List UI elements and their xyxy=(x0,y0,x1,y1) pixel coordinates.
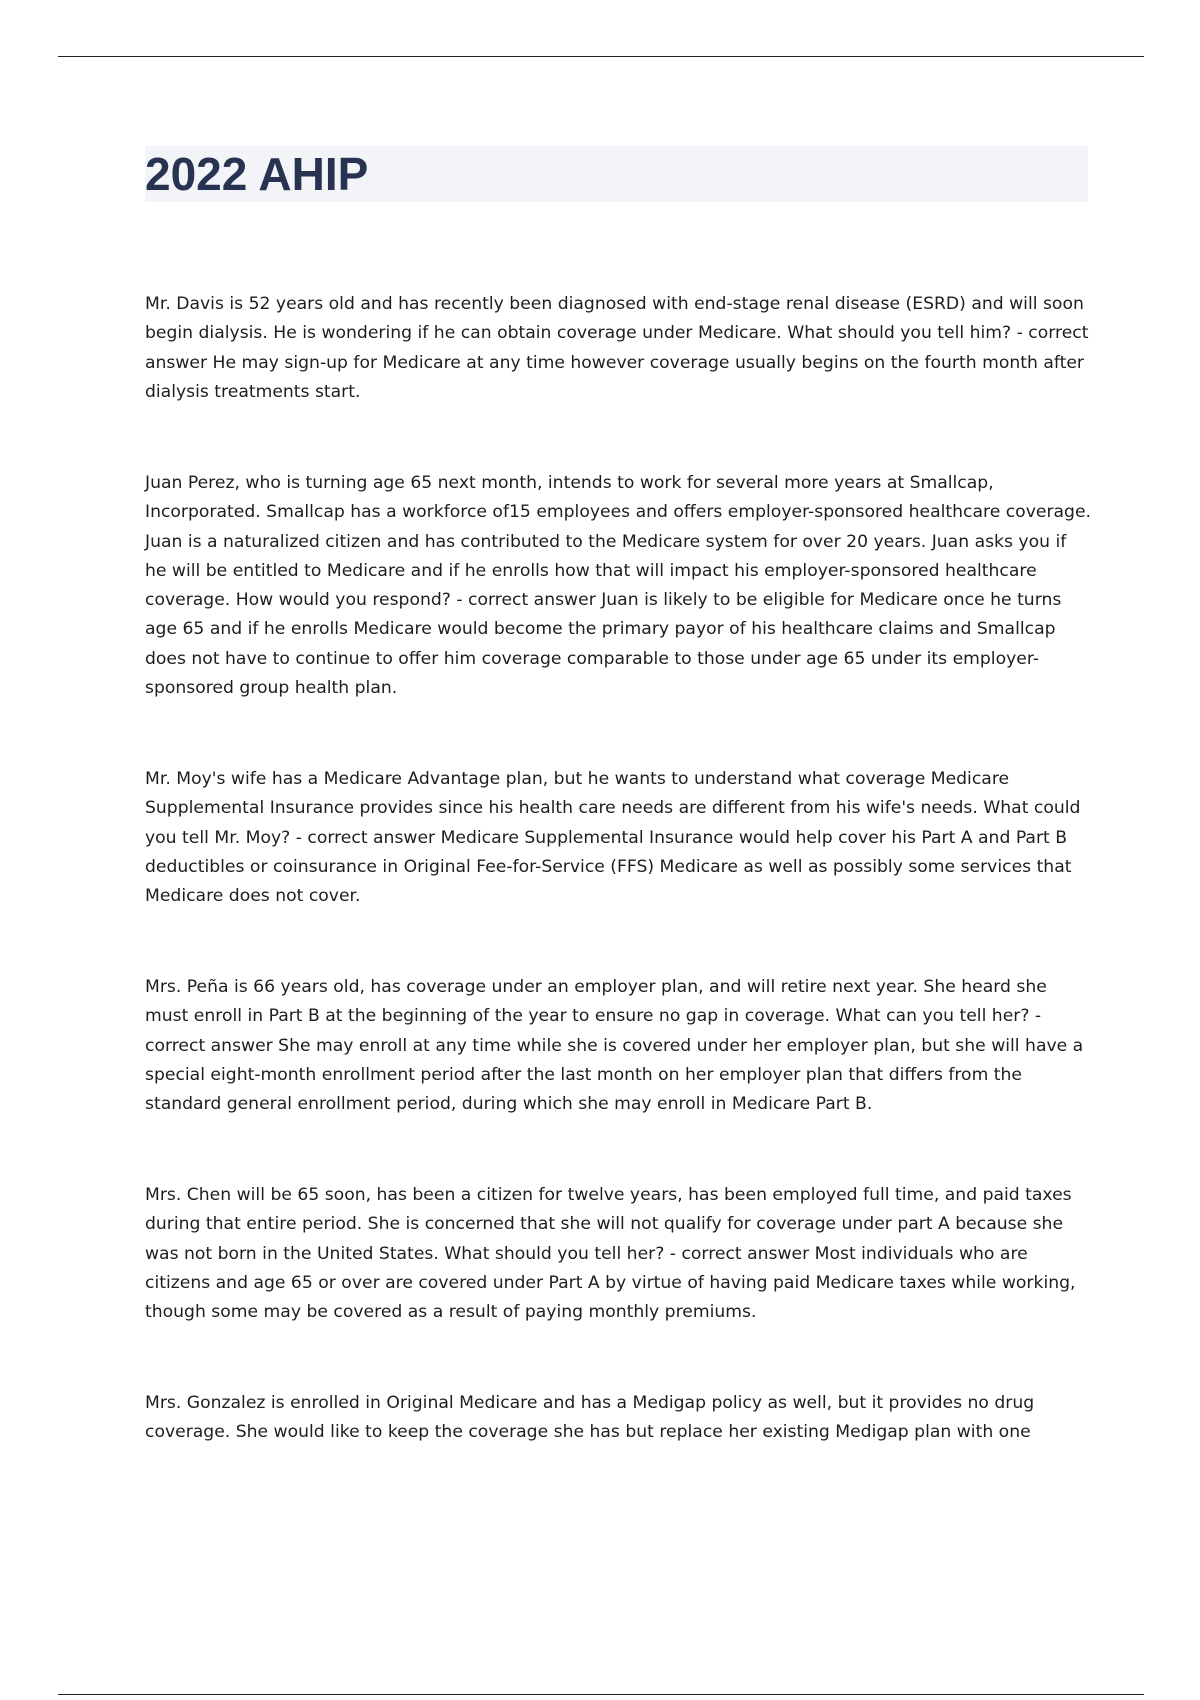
top-divider xyxy=(58,56,1144,57)
bottom-divider xyxy=(58,1694,1144,1695)
qa-entry-chen: Mrs. Chen will be 65 soon, has been a citizen for twelve years, has been employed full time, and paid taxes during that entire period. She is concerned that she will not qualify for coverage under part A because she was not born in the United States. What should you tell her? - correct answer Most individuals who are citizens and age 65 or over are covered under Part A by virtue of having paid Medicare taxes while working, though some may be covered as a result of paying monthly premiums. xyxy=(145,1185,1076,1323)
qa-entry-davis: Mr. Davis is 52 years old and has recently been diagnosed with end-stage renal disease (ESRD) and will soon begin dialysis. He is wondering if he can obtain coverage under Medicare. What should you tell him? - correct answer He may sign-up for Medicare at any time however coverage usually begins on the fourth month after dialysis treatments start. xyxy=(145,294,1089,402)
document-title: 2022 AHIP xyxy=(145,148,369,200)
qa-entry-perez: Juan Perez, who is turning age 65 next month, intends to work for several more years at Smallcap, Incorporated. Smallcap has a workforce of15 employees and offers employer-sponsored healthcare coverage. Juan is a naturalized citizen and has contributed to the Medicare system for over 20 years. Juan asks you if he will be entitled to Medicare and if he enrolls how that will impact his employer-sponsored healthcare coverage. How would you respond? - correct answer Juan is likely to be eligible for Medicare once he turns age 65 and if he enrolls Medicare would become the primary payor of his healthcare claims and Smallcap does not have to continue to offer him coverage comparable to those under age 65 under its employer-sponsored group health plan. xyxy=(145,473,1091,699)
qa-entry-moy: Mr. Moy's wife has a Medicare Advantage plan, but he wants to understand what coverage Medicare Supplemental Insurance provides since his health care needs are different from his wife's needs. What could you tell Mr. Moy? - correct answer Medicare Supplemental Insurance would help cover his Part A and Part B deductibles or coinsurance in Original Fee-for-Service (FFS) Medicare as well as possibly some services that Medicare does not cover. xyxy=(145,769,1081,907)
qa-entry-pena: Mrs. Peña is 66 years old, has coverage under an employer plan, and will retire next year. She heard she must enroll in Part B at the beginning of the year to ensure no gap in coverage. What can you tell her? - correct answer She may enroll at any time while she is covered under her employer plan, but she will have a special eight-month enrollment period after the last month on her employer plan that differs from the standard general enrollment period, during which she may enroll in Medicare Part B. xyxy=(145,977,1084,1115)
qa-entry-gonzalez: Mrs. Gonzalez is enrolled in Original Medicare and has a Medigap policy as well, but it provides no drug coverage. She would like to keep the coverage she has but replace her existing Medigap plan with one xyxy=(145,1393,1035,1443)
